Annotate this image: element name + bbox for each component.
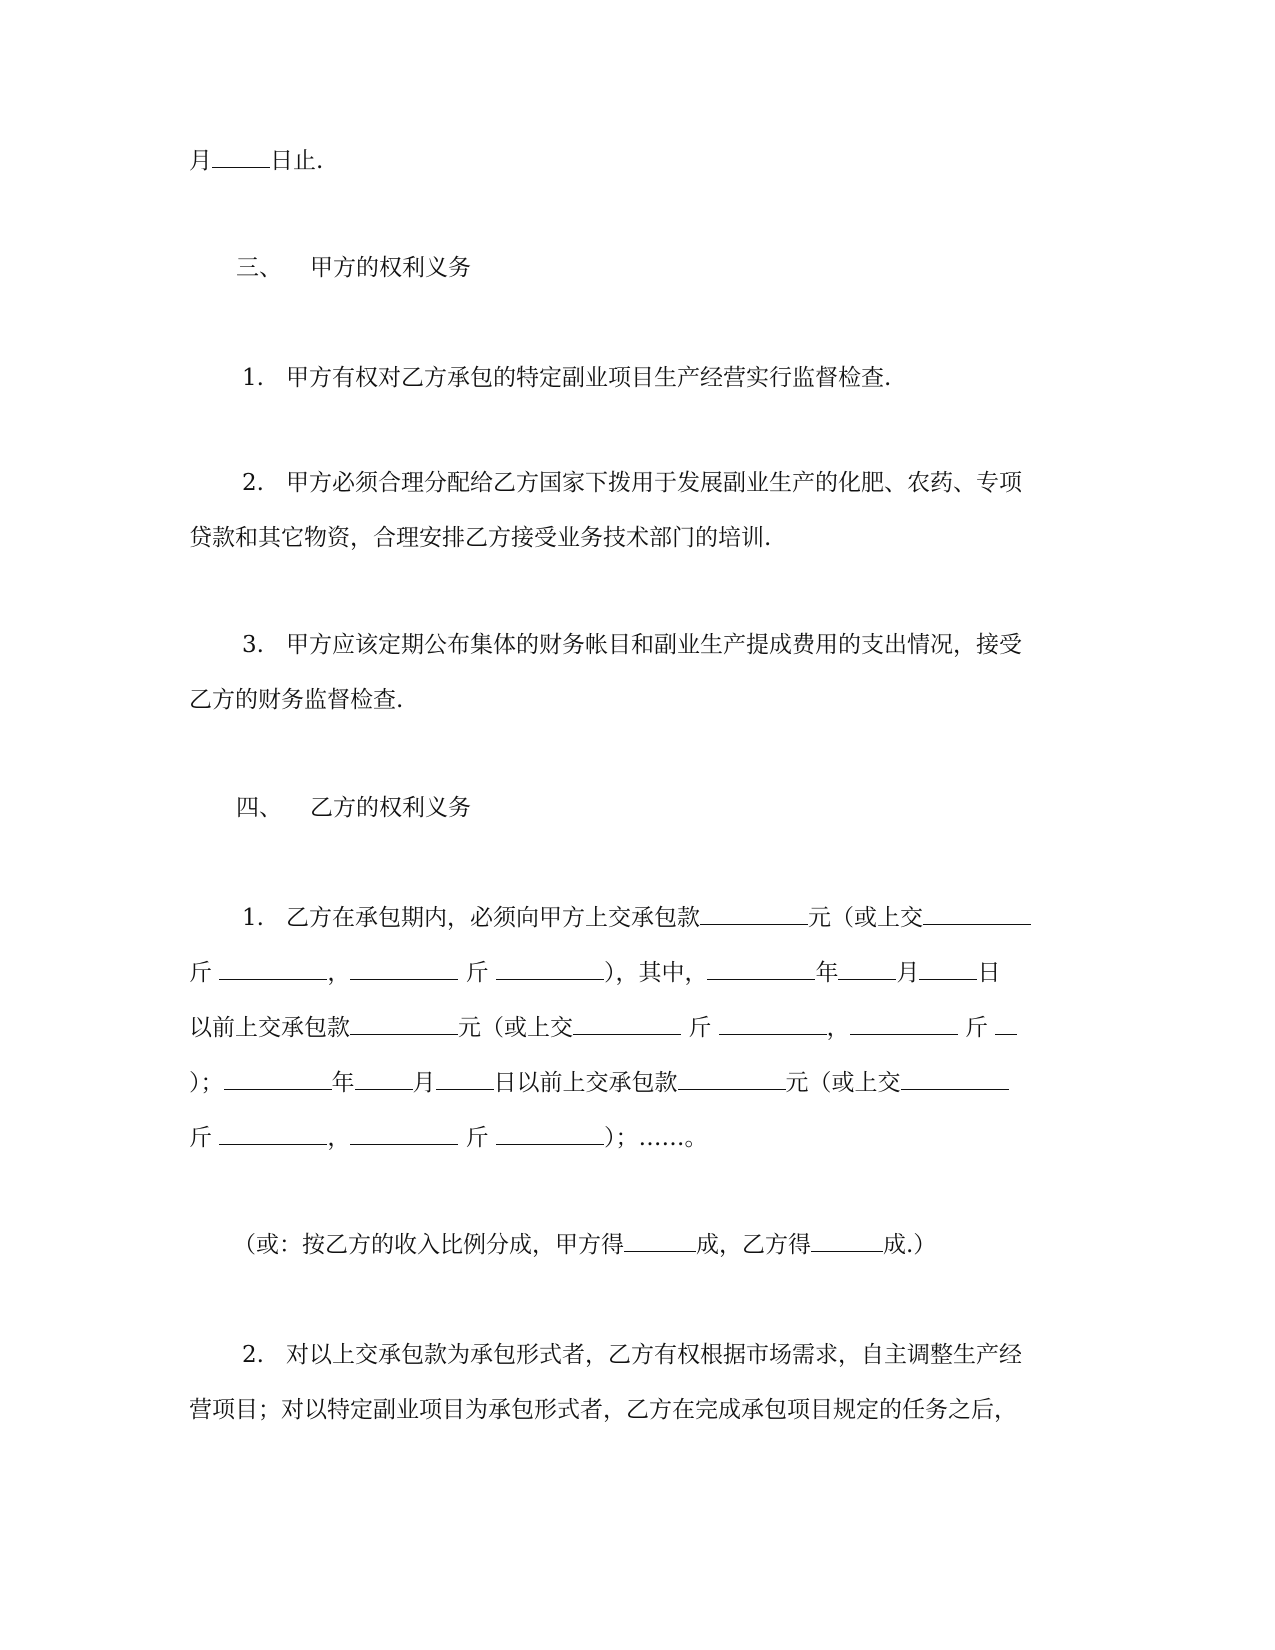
clause-text: 甲方应该定期公布集体的财务帐目和副业生产提成费用的支出情况，接受 xyxy=(285,632,1022,658)
clause-4-2-continuation xyxy=(189,1395,1017,1425)
text-fragment: ）；……。 xyxy=(603,1125,708,1151)
text-fragment: ， xyxy=(327,960,351,986)
text-fragment: 年 xyxy=(815,960,839,986)
clause-4-2 xyxy=(242,1340,1022,1370)
clause-text: 甲方必须合理分配给乙方国家下拨用于发展副业生产的化肥、农药、专项 xyxy=(285,470,1022,496)
clause-text: 对以上交承包款为承包形式者，乙方有权根据市场需求，自主调整生产经 xyxy=(285,1342,1022,1368)
text-fragment: ）； xyxy=(189,1070,224,1096)
blank-field xyxy=(436,1069,494,1090)
clause-2 xyxy=(242,468,1022,498)
text-fragment: 日止. xyxy=(270,148,324,174)
blank-field xyxy=(219,959,327,980)
section-heading-4 xyxy=(236,793,471,823)
text-fragment: 成，乙方得 xyxy=(696,1232,811,1258)
blank-field xyxy=(496,959,604,980)
section-heading-3 xyxy=(236,253,471,283)
clause-4-1-line-5 xyxy=(189,1123,707,1153)
blank-field xyxy=(355,1069,413,1090)
blank-field xyxy=(350,1014,458,1035)
clause-1 xyxy=(242,363,891,393)
blank-field xyxy=(496,1124,604,1145)
text-fragment: 月 xyxy=(189,148,212,174)
text-fragment: （或：按乙方的收入比例分成，甲方得 xyxy=(233,1232,624,1258)
text-fragment: 斤 xyxy=(964,1015,988,1041)
heading-number: 三、 xyxy=(236,255,282,281)
blank-field xyxy=(719,1014,827,1035)
clause-text: 贷款和其它物资，合理安排乙方接受业务技术部门的培训. xyxy=(189,525,772,551)
clause-4-1-line-3 xyxy=(189,1013,1017,1043)
text-fragment: 年 xyxy=(331,1070,355,1096)
blank-field xyxy=(700,904,808,925)
text-fragment: 月 xyxy=(412,1070,436,1096)
text-fragment: 元（或上交 xyxy=(807,905,923,931)
blank-field xyxy=(901,1069,1009,1090)
text-fragment: 月 xyxy=(896,960,920,986)
text-fragment: 日以前上交承包款 xyxy=(493,1070,678,1096)
clause-text: 营项目；对以特定副业项目为承包形式者，乙方在完成承包项目规定的任务之后， xyxy=(189,1397,1017,1423)
clause-text: 甲方有权对乙方承包的特定副业项目生产经营实行监督检查. xyxy=(285,365,892,391)
blank-field xyxy=(919,959,977,980)
heading-text: 甲方的权利义务 xyxy=(310,255,471,281)
text-fragment: 乙方在承包期内，必须向甲方上交承包款 xyxy=(285,905,700,931)
text-fragment: 斤 xyxy=(189,960,212,986)
clause-4-1-line-4 xyxy=(189,1068,1009,1098)
text-fragment: 日 xyxy=(977,960,1001,986)
text-fragment: 成.） xyxy=(883,1232,937,1258)
clause-3 xyxy=(242,630,1022,660)
blank-field xyxy=(811,1231,883,1252)
clause-number: 1. xyxy=(242,905,264,931)
blank-field xyxy=(224,1069,332,1090)
clause-number: 2. xyxy=(242,1342,264,1368)
clause-number: 1. xyxy=(242,365,264,391)
text-fragment: 元（或上交 xyxy=(785,1070,901,1096)
blank-field xyxy=(850,1014,958,1035)
text-fragment: 斤 xyxy=(688,1015,712,1041)
heading-number: 四、 xyxy=(236,795,282,821)
text-fragment: ， xyxy=(826,1015,850,1041)
blank-field xyxy=(219,1124,327,1145)
clause-4-1 xyxy=(242,903,1031,933)
blank-field xyxy=(350,1124,458,1145)
blank-field xyxy=(212,147,270,168)
text-fragment: 以前上交承包款 xyxy=(189,1015,350,1041)
blank-field xyxy=(707,959,815,980)
blank-field xyxy=(350,959,458,980)
text-line xyxy=(189,146,323,176)
blank-field xyxy=(838,959,896,980)
text-fragment: 斤 xyxy=(465,1125,489,1151)
text-fragment: ， xyxy=(327,1125,351,1151)
blank-field xyxy=(923,904,1031,925)
clause-2-continuation xyxy=(189,523,771,553)
blank-field xyxy=(624,1231,696,1252)
clause-number: 2. xyxy=(242,470,264,496)
blank-field xyxy=(573,1014,681,1035)
text-fragment: 元（或上交 xyxy=(458,1015,573,1041)
clause-4-1-line-2 xyxy=(189,958,1000,988)
alternative-clause xyxy=(233,1230,936,1260)
clause-text: 乙方的财务监督检查. xyxy=(189,687,404,713)
text-fragment: ），其中， xyxy=(603,960,708,986)
blank-field xyxy=(678,1069,786,1090)
clause-number: 3. xyxy=(242,632,264,658)
clause-3-continuation xyxy=(189,685,403,715)
heading-text: 乙方的权利义务 xyxy=(310,795,471,821)
text-fragment: 斤 xyxy=(189,1125,212,1151)
blank-field xyxy=(995,1014,1017,1035)
text-fragment: 斤 xyxy=(465,960,489,986)
